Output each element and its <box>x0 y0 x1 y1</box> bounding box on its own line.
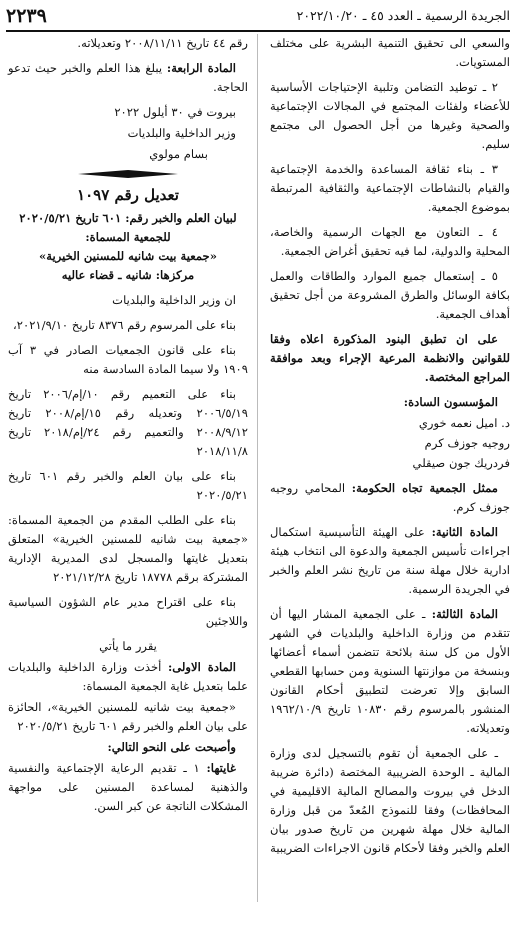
article-1-text: أخذت وزارة الداخلية والبلديات علما بتعديل غاية الجمعية المسماة: <box>8 660 248 693</box>
article-1-continuation: «جمعية بيت شانيه للمسنين الخيرية»، الحائزة على بيان العلم والخبر رقم ٦٠١ تاريخ ٢٠٢٠/٥/٢١ <box>8 700 248 733</box>
basis-clause: بناء على المرسوم رقم ٨٣٧٦ تاريخ ٢٠٢١/٩/١٠، <box>13 318 236 332</box>
gazette-title: الجريدة الرسمية ـ العدد ٤٥ ـ ٢٠٢٢/١٠/٢٠ <box>296 8 510 23</box>
founders-label: المؤسسون السادة: <box>403 395 498 409</box>
decides-line: يقرر ما يأتي <box>99 639 157 653</box>
basis-clause: بناء على بيان العلم والخبر رقم ٦٠١ تاريخ ٢٠٢٠/٥/٢١ <box>8 469 248 502</box>
paragraph: والسعي الى تحقيق التنمية البشرية على مختلف المستويات. <box>270 36 510 69</box>
article-2-label: المادة الثانية: <box>431 525 498 539</box>
objective-4: ٤ ـ التعاون مع الجهات الرسمية والخاصة، المحلية والدولية، لما فيه تحقيق أغراض الجمعية. <box>270 225 510 258</box>
article-1-label: المادة الاولى: <box>167 660 236 674</box>
basis-clause: بناء على قانون الجمعيات الصادر في ٣ آب ١٩٠٩ ولا سيما المادة السادسة منه <box>8 343 248 376</box>
became-line: وأصبحت على النحو التالي: <box>107 740 236 754</box>
goals-label: غايتها: <box>206 761 236 775</box>
government-representative <box>270 479 510 517</box>
article-2 <box>270 523 510 599</box>
section-title: تعديل رقم ١٠٩٧ <box>77 186 179 204</box>
article-3-label: المادة الثالثة: <box>431 607 499 621</box>
section-divider <box>78 170 178 178</box>
right-column <box>270 34 510 864</box>
association-name: «جمعية بيت شانيه للمسنين الخيرية» <box>39 249 217 263</box>
tax-registration-paragraph: ـ على الجمعية أن تقوم بالتسجيل لدى وزارة المالية ـ الوحدة الضريبية المختصة (دائرة ضريبة الدخل في بيروت والمصالح المالية الاقليمية في المحافظات) وفقا للنموذج المُعدّ من قبل وزارة المالية خلال مهلة شهرين من تاريخ صدور بيان العلم والخبر وفقا لأحكام قانون الاجراءات الضريبية <box>270 746 510 855</box>
page-number: ٢٢٣٩ <box>6 5 47 27</box>
rep-value: المحامي روجيه جوزف كرم. <box>270 481 510 514</box>
article-2-text: على الهيئة التأسيسية استكمال اجراءات تأسيس الجمعية والدعوة الى انتخاب هيئة ادارية خلال مهلة سنة من تاريخ نشر العلم والخبر في الجريدة الرسمية. <box>270 525 510 596</box>
basis-clause: بناء على اقتراح مدير عام الشؤون السياسية واللاجئين <box>8 595 248 628</box>
article-4 <box>8 59 248 97</box>
association-location: مركزها: شانيه ـ قضاء عاليه <box>61 268 195 282</box>
article-3 <box>270 605 510 738</box>
goals <box>8 759 248 816</box>
objective-2: ٢ ـ توطيد التضامن وتلبية الإحتياجات الأساسية للأعضاء ولفئات المجتمع في المجالات الإجتماعية والصحية وغيرها من أجل الحصول الى مجتمع سليم. <box>270 80 510 151</box>
founder-name: د. اميل نعمه خوري <box>418 416 510 430</box>
rep-label: ممثل الجمعية تجاه الحكومة: <box>351 481 498 495</box>
date-line: بيروت في ٣٠ أيلول ٢٠٢٢ <box>114 105 236 119</box>
objective-5: ٥ ـ إستعمال جميع الموارد والطاقات والعمل بكافة الوسائل والطرق المشروعة من أجل تحقيق أهداف الجمعية. <box>270 269 510 321</box>
intro-line: ان وزير الداخلية والبلديات <box>112 293 236 307</box>
article-3-text: ـ على الجمعية المشار اليها أن تتقدم من وزارة الداخلية والبلديات في الشهر الأول من كل سنة بلائحة تتضمن أسماء أعضائها وبنسخة من موازنتها السنوية ومن حسابها القطعي السابق وإلا تعرضت لتطبيق أحكام القانون المنشور بالمرسوم رقم ١٠٨٣٠ تاريخ ١٩٦٢/١٠/٩ وتعديلاته. <box>270 607 510 735</box>
minister-title: وزير الداخلية والبلديات <box>127 126 236 140</box>
objective-3: ٣ ـ بناء ثقافة المساعدة والخدمة الإجتماعية والقيام بالنشاطات الإجتماعية والثقافية المرتبطة بموضوع الجمعية. <box>270 162 510 214</box>
article-1 <box>8 658 248 696</box>
section-subtitle-2: للجمعية المسماة: <box>85 230 171 244</box>
founder-name: فردريك جون صيقلي <box>412 456 510 470</box>
basis-clause: بناء على التعميم رقم ١٠/إم/٢٠٠٦ تاريخ ٢٠٠٦/٥/١٩ وتعديله رقم ١٥/إم/٢٠٠٨ تاريخ ٢٠٠٨/٩/١٢ والتعميم رقم ٢٤/إم/٢٠١٨ تاريخ ٢٠١٨/١١/٨ <box>8 387 248 458</box>
article-4-label: المادة الرابعة: <box>166 61 236 75</box>
left-column <box>8 34 248 822</box>
goals-text: ١ ـ تقديم الرعاية الإجتماعية والنفسية والذهنية لمساعدة المسنين على مواجهة المشكلات الناتجة عن كبر السن. <box>8 761 248 813</box>
founder-name: روجيه جوزف كرم <box>424 436 510 450</box>
page-header <box>6 4 510 32</box>
column-divider <box>257 34 258 902</box>
paragraph: رقم ٤٤ تاريخ ٢٠٠٨/١١/١١ وتعديلاته. <box>77 36 248 50</box>
article-4-text: يبلغ هذا العلم والخبر حيث تدعو الحاجة. <box>8 61 248 94</box>
section-subtitle: لبيان العلم والخبر رقم: ٦٠١ تاريخ ٢٠٢٠/٥/٢١ <box>19 211 237 225</box>
signature: بسام مولوي <box>149 147 208 161</box>
compliance-clause: على ان تطبق البنود المذكورة اعلاه وفقا للقوانين والانظمة المرعية الإجراء وبعد موافقة المراجع المختصة. <box>270 332 510 384</box>
basis-clause: بناء على الطلب المقدم من الجمعية المسماة: «جمعية بيت شانيه للمسنين الخيرية» المتعلق بتعديل غايتها والمسجل لدى المديرية الإدارية المشتركة برقم ١٨٧٧٨ تاريخ ٢٠٢١/١٢/٢٨ <box>8 513 248 584</box>
